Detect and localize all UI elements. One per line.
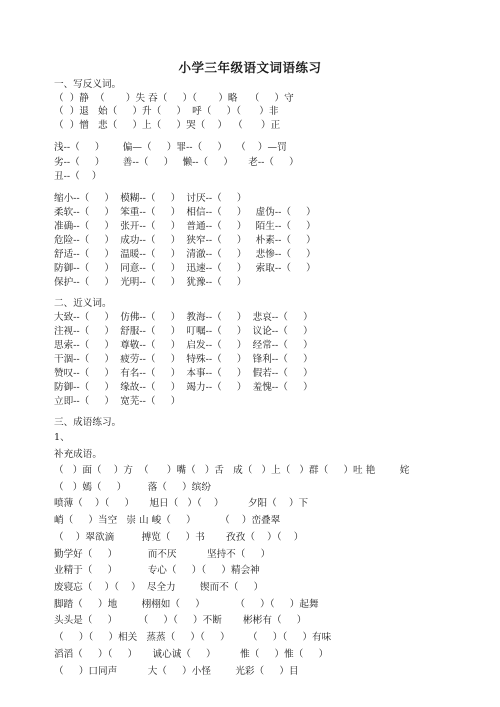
- page-title: 小学三年级语文词语练习: [178, 60, 322, 75]
- exercise-line: 喷薄（ ）（ ） 旭日（ ）（ ） 夕阳（ ）下: [54, 498, 309, 509]
- exercise-instruction: 补充成语。: [54, 449, 102, 460]
- exercise-line: （ ）翠欲滴 搏览（ ）书 孜孜（ ）（ ）: [54, 532, 304, 543]
- exercise-line: 赞叹--（ ） 有名--（ ） 本事--（ ） 假若--（ ）: [54, 368, 313, 379]
- exercise-line: （ ）退 始（ ）升（ ） 呼（ ）（ ）非: [54, 106, 279, 117]
- exercise-line: 峭（ ）当空 崇 山 峻（ ） （ ）峦叠翠: [54, 515, 281, 526]
- exercise-line: 注视--（ ） 舒服--（ ） 叮嘱--（ ） 议论--（ ）: [54, 326, 313, 337]
- exercise-line: （ ）嫣（ ） 落（ ）缤纷: [54, 482, 211, 493]
- exercise-line: 头头是（ ） （ ）（ ）不断 彬彬有（ ）: [54, 615, 307, 626]
- exercise-line: 干涸--（ ） 疲劳--（ ） 特殊--（ ） 锋利--（ ）: [54, 354, 313, 365]
- section-heading-idioms: 三、成语练习。: [54, 417, 122, 428]
- exercise-line: （ ）口同声 大（ ）小怪 光彩（ ）目: [54, 666, 299, 677]
- exercise-line: 立即--（ ） 宽芜--（ ）: [54, 396, 181, 407]
- exercise-line: 劣--（ ） 善--（ ） 懒--（ ） 老--（ ）: [54, 157, 299, 168]
- exercise-line: 勤学好（ ） 而不厌 坚持不（ ）: [54, 549, 271, 560]
- exercise-line: 缩小--（ ） 模糊--（ ） 讨厌--（ ）: [54, 193, 247, 204]
- exercise-line: 脚踏（ ）地 栩栩如（ ） （ ）（ ）起舞: [54, 599, 319, 610]
- exercise-line: 危险--（ ） 成功--（ ） 狭窄--（ ） 朴素--（ ）: [54, 235, 316, 246]
- exercise-line: 滔滔（ ）（ ） 诚心诚（ ） 惟（ ）惟（ ）: [54, 649, 329, 660]
- exercise-line: （ ）静 （ ）失 吞（ ）（ ）略 （ ）守: [54, 93, 294, 104]
- exercise-line: 保护--（ ） 光明--（ ） 犹豫--（ ）: [54, 277, 247, 288]
- exercise-line: 大致--（ ） 仿佛--（ ） 教海--（ ） 悲哀--（ ）: [54, 312, 313, 323]
- exercise-line: 防御--（ ） 同意--（ ） 迅速--（ ） 索取--（ ）: [54, 263, 316, 274]
- exercise-line: 丑--（ ）: [54, 171, 102, 182]
- exercise-line: （ ）憎 悲（ ）上（ ）哭（ ） （ ）正: [54, 120, 281, 131]
- exercise-line: 思索--（ ） 尊敬--（ ） 启发--（ ） 经常--（ ）: [54, 340, 313, 351]
- exercise-line: （ ）（ ）相关 蒸蒸（ ）（ ） （ ）（ ）有味: [54, 632, 332, 643]
- exercise-line: （ ）面（ ）方 （ ）嘴（ ）舌 成（ ）上（ ）群（ ）吐 艳 姹: [54, 465, 410, 476]
- exercise-line: 柔软--（ ） 笨重--（ ） 相信--（ ） 虚伪--（ ）: [54, 207, 316, 218]
- exercise-line: 准确--（ ） 张开--（ ） 普通--（ ） 陌生--（ ）: [54, 221, 316, 232]
- exercise-line: 舒适--（ ） 温暖--（ ） 清澈--（ ） 悲惨--（ ）: [54, 249, 316, 260]
- exercise-line: 业精于（ ） 专心（ ）（ ）精会神: [54, 565, 260, 576]
- exercise-number: 1、: [54, 432, 70, 443]
- exercise-line: 浅--（ ） 偏—（ ）罪--（ ） （ ）—罚: [54, 142, 287, 153]
- section-heading-antonyms: 一、写反义词。: [54, 79, 122, 90]
- section-heading-synonyms: 二、近义词。: [54, 298, 112, 309]
- exercise-line: 废寝忘（ ）（ ） 尽全力 锲而不（ ）: [54, 582, 264, 593]
- exercise-line: 防御--（ ） 缘故--（ ） 竭力--（ ） 羞愧--（ ）: [54, 382, 313, 393]
